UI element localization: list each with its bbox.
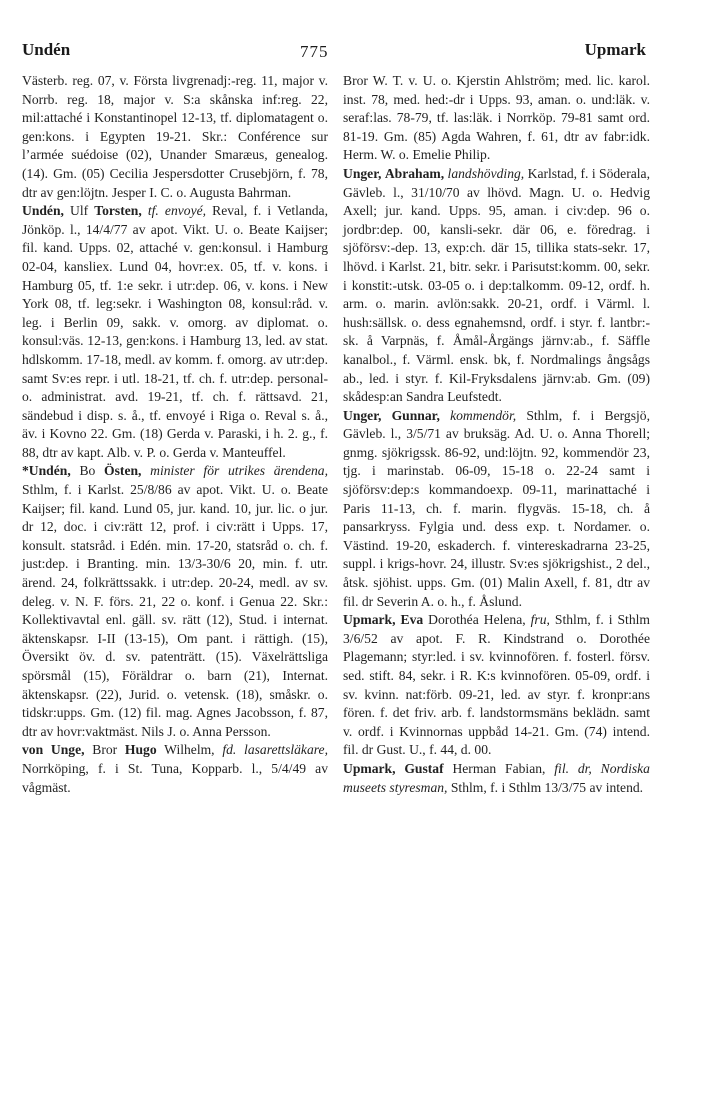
entry-unden-ulf-torsten	[22, 202, 328, 462]
entry-title: kommendör,	[450, 407, 517, 423]
entry-text: Bror W. T. v. U. o. Kjerstin Ahlström; med. lic. karol. inst. 78, med. hed:-dr i Upps. 93, aman. o. und:läk. v. seraf:las. 78-79, tf. las:läk. i Norrköp. 79-81 samt ord. 81-19. Gm. (85) Agda Wahren, f. 61, dtr av fabr:idk. Herm. W. o. Emelie Philip.	[343, 73, 650, 163]
entry-surname: Unger,	[343, 165, 382, 181]
entry-call-name: Östen,	[104, 463, 142, 479]
entry-continued	[343, 72, 650, 165]
entry-surname: Upmark,	[343, 612, 396, 628]
entry-call-name: Eva	[400, 612, 424, 628]
entry-given-name-after: Herman Fabian,	[452, 760, 546, 776]
entry-text: Reval, f. i Vetlanda, Jönköp. l., 14/4/77 av apot. Vikt. U. o. Beate Kaijser; fil. kand. Upps. 02, attaché v. gen:konsul. i Hamburg 02-04, kansliex. Lund 04, hovr:ex. 05, tf. v. kons. i Hamburg 05, tf. 1:e sekr. i utr:dep. 06, v. kons. i New York 08, tf. leg:sekr. i Washington 08, konsul:råd. v. leg. i Berlin 09, sakk. v. omorg. av diplomat. o. konsul:väs. 12-13, gen:kons. i Hamburg 13, led. av stat. hdlskomm. 17-18, medl. av komm. f. omorg. av utr:dep. samt Sv:es repr. i utl. 18-21, tf. ch. f. utr:dep. personal- o. administrat. avd. 19-21, tf. ch. f. rättsavd. 21, sändebud i disp. s. å., tf. envoyé i Riga o. Reval s. å., äv. i Kovno 22. Gm. (18) Gerda v. Paraski, i h. 2. g., f. 88, dtr av kapt. Alb. v. P. o. Gerda v. Manteuffel.	[22, 203, 328, 460]
entry-text: Västerb. reg. 07, v. Första livgrenadj:-reg. 11, major v. Norrb. reg. 18, major v. S:a skånska inf:reg. 22, mil:attaché i Konstantinopel 12-13, tf. diplomatagent o. gen:kons. i Egypten 19-21. Skr.: Conférence sur l’armée suédoise (02), Unander Smaræus, genealog. (14). Gm. (05) Cecilia Jespersdotter Crusebjörn, f. 78, dtr av gen:löjtn. Jesper I. C. o. Augusta Bahrman.	[22, 73, 328, 200]
entry-text: Karlstad, f. i Söderala, Gävleb. l., 31/10/70 av lhövd. Magn. U. o. Hedvig Axell; jur. kand. Upps. 95, aman. i civ:dep. 96 o. jordbr:dep. 00, kansli-sekr. där 06, e. föredrag. i sjöförsv:-dep. 13, exp:ch. där 15, tillika stats-sekr. 17, lhövd. i Karlst. 21, bitr. sekr. i Parisutst:komm. 00, sekr. i konstit:-utsk. 03-05 o. i dep:talkomm. 09-12, ordf. h. arm. o. marin. avlön:sakk. 20-21, ordf. i Värml. l. hush:sällsk. o. dess egnahemsnd, ordf. i styr. f. lantbr:-sk. å Varpnäs, f. Åmål-Årgängs järnv:ab., f. Säffle kanalbol., f. Värml. ensk. bk, f. Nordmalings ångsågs ab., led. i styr. f. Kil-Fryksdalens järnv:ab. Gm. (09) skådesp:an Sandra Leufstedt.	[343, 165, 650, 405]
entry-given-name: Ulf	[70, 203, 89, 219]
entry-title: landshövding,	[447, 165, 525, 181]
entry-given-name: Bror	[92, 742, 118, 758]
entry-title: fd. lasarettsläkare,	[222, 742, 328, 758]
entry-call-name: Hugo	[124, 742, 157, 758]
running-head-right: Upmark	[584, 40, 646, 59]
entry-title: tf. envoyé,	[147, 203, 207, 219]
entry-title: fil. dr, Nordiska museets styresman,	[343, 760, 650, 795]
entry-given-name-after: Dorothéa Helena,	[428, 612, 526, 628]
entry-marker: *	[22, 463, 29, 479]
entry-surname: von Unge,	[22, 742, 85, 758]
entry-unden-bo-osten	[22, 462, 328, 741]
entry-surname: Undén,	[22, 203, 64, 219]
entry-continued	[22, 72, 328, 202]
entry-text: Sthlm, f. i Sthlm 3/6/52 av apot. F. R. Kindstrand o. Dorothée Plagemann; styr:led. i sv. kvinnofören. f. fosterl. försv. sed. stift. 84, sekr. i R. K:s kvinnofören. 05-09, ordf. i sv. kvinn. nat:förb. 09-21, led. av styr. f. kronpr:ans fören. f. det friv. arb. f. landstormsmäns beklädn. samt v. ordf. i Kvinnornas uppbåd 14-21. Gm. (74) intend. fil. dr Gust. U., f. 44, d. 00.	[343, 612, 650, 758]
entry-given-name-after: Wilhelm,	[164, 742, 215, 758]
left-column	[22, 72, 328, 797]
entry-unger-abraham	[343, 165, 650, 407]
entry-call-name: Gunnar,	[391, 407, 440, 423]
entry-upmark-gustaf	[343, 760, 650, 797]
entry-text: Sthlm, f. i Karlst. 25/8/86 av apot. Vikt. U. o. Beate Kaijser; fil. kand. Lund 05, jur. kand. 10, jur. lic. o jur. dr 12, doc. i civ:rätt 12, prof. i civ:rätt i Upps. 17, konsult. statsråd. i Edén. min. 17-20, statsråd o. ch. f. just:dep. i Branting. min. 13/3-30/6 20, min. f. utr. ärend. 24, folkrättssakk. i utr:dep. 20-24, medl. av sv. deleg. v. N. F. förs. 21, 22 o. konf. i Genua 22. Skr.: Kollektivavtal enl. gäll. sv. rätt (12), Stud. i internat. äktenskapsr. I-II (13-15), Om pant. i rättigh. (15), Översikt öv. d. sv. patenträtt. (15). Växelrättsliga spörsmål (15), Föräldrar o. barn (21), Internat. äktenskapsr. (22), Jurid. o. vetensk. (18), småskr. o. tidskr:upps. Gm. (12) fil. mag. Agnes Jacobsson, f. 87, dtr av hovr:vaktmäst. Nils J. o. Anna Persson.	[22, 482, 328, 739]
entry-surname: Unger,	[343, 407, 382, 423]
entry-title: minister för utrikes ärendena,	[150, 463, 328, 479]
entry-von-unge-hugo	[22, 741, 328, 797]
page-number: 775	[300, 42, 329, 61]
entry-text: Sthlm, f. i Sthlm 13/3/75 av intend.	[450, 779, 644, 795]
entry-call-name: Torsten,	[94, 203, 142, 219]
entry-given-name: Bo	[79, 463, 96, 479]
running-head-left: Undén	[22, 40, 71, 59]
entry-upmark-eva	[343, 611, 650, 760]
entry-text: Sthlm, f. i Bergsjö, Gävleb. l., 3/5/71 av bruksäg. Ad. U. o. Anna Thorell; gnmg. sjökrigssk. 86-92, und:löjtn. 92, kommendör 23, tjg. i marinstab. 06-09, 15-18 o. 22-24 samt i sjöförsv:dep:s kommandoexp. 09-11, marinattaché i Paris 11-13, ch. f. marin. flygväs. 15-18, ch. å pansarkryss. Fylgia und. dess exp. t. Nordamer. o. Västind. 19-20, eskaderch. f. vintereskadrarna 23-25, suppl. i krigs-hovr. 24, illustr. Sv:es sjökrigshist., 2 del., åtsk. sjöhist. upps. Gm. (01) Malin Axell, f. 81, dtr av fil. dr Severin A. o. h., f. Åslund.	[343, 407, 650, 609]
entry-call-name: Gustaf	[404, 760, 444, 776]
entry-title: fru,	[530, 612, 550, 628]
right-column	[343, 72, 650, 797]
entry-text: Norrköping, f. i St. Tuna, Kopparb. l., 5/4/49 av vågmäst.	[22, 760, 328, 795]
entry-surname: Undén,	[28, 463, 71, 479]
entry-unger-gunnar	[343, 407, 650, 612]
entry-surname: Upmark,	[343, 760, 396, 776]
entry-call-name: Abraham,	[384, 165, 445, 181]
